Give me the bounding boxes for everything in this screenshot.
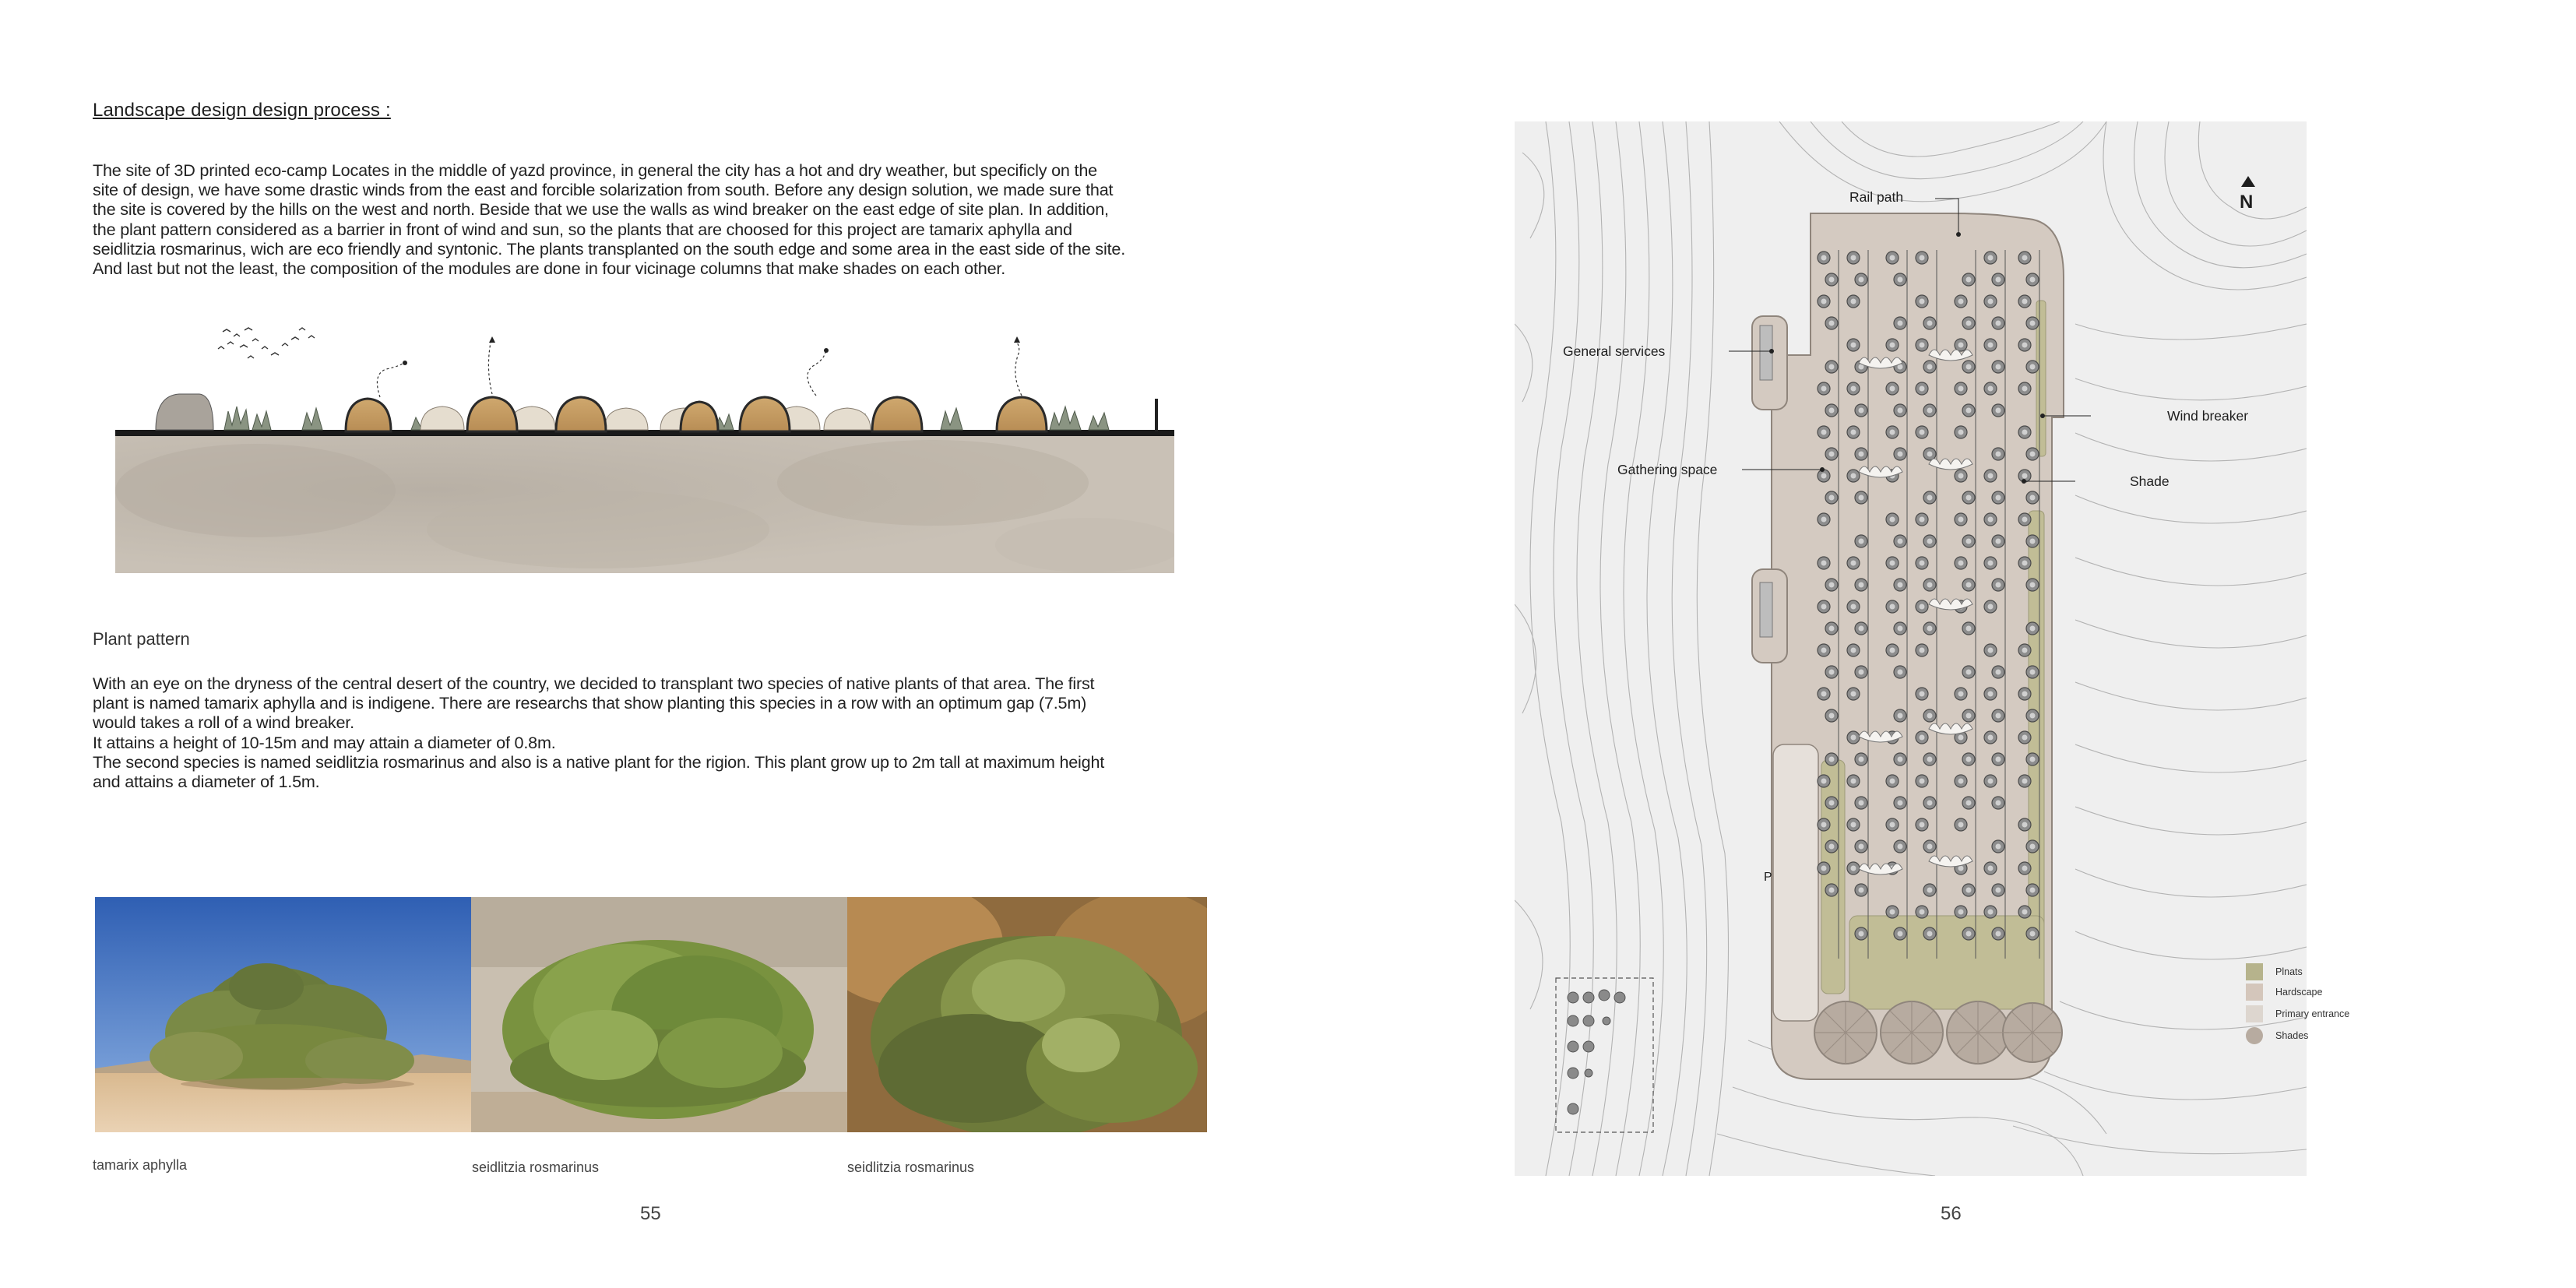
module-core [2022,299,2028,304]
module-core [1988,299,1994,304]
module-core [1851,866,1856,871]
intro-line: the plant pattern considered as a barrier in front of wind and sun, so the plants that are choosed for this project are tamarix aphylla and [93,219,1072,239]
module-core [2030,582,2036,588]
module-core [1996,452,2001,457]
module-core [1958,386,1964,392]
caption-tamarix: tamarix aphylla [93,1157,188,1173]
module-core [1851,604,1856,610]
module-core [1829,626,1835,632]
module-core [1920,299,1925,304]
module-core [1829,801,1835,806]
module-core [1988,604,1994,610]
module-core [1996,408,2001,413]
module-core [1966,626,1972,632]
module-core [1851,561,1856,566]
module-core [1927,582,1933,588]
module-core [1821,299,1827,304]
module-core [2022,866,2028,871]
module-core [2022,692,2028,697]
module-core [2030,321,2036,326]
module-core [2030,495,2036,501]
module-core [1996,364,2001,370]
module-core [1927,931,1933,937]
module-core [1966,408,1972,413]
module-core [1851,692,1856,697]
module-core [1927,408,1933,413]
module-core [1927,321,1933,326]
module-core [1821,430,1827,435]
site-plan [1515,121,2307,1176]
legend-shades [2246,1027,2308,1044]
module-core [1958,299,1964,304]
module-core [2030,364,2036,370]
module-core [2030,452,2036,457]
label-general-services: General services [1563,343,1666,359]
module-core [1996,931,2001,937]
module-core [1988,735,1994,741]
module-core [1898,801,1903,806]
module-core [2022,910,2028,915]
module-core [1958,430,1964,435]
module-core [1920,430,1925,435]
module-core [1920,692,1925,697]
module-core [1851,255,1856,261]
module-core [1966,321,1972,326]
module-core [1859,888,1864,893]
module-core [1927,364,1933,370]
label-parking: P [1764,871,1772,884]
plant-paragraph [93,674,1104,791]
module-core [1988,517,1994,523]
module-core [1958,910,1964,915]
module-core [1898,408,1903,413]
module-core [1851,473,1856,479]
plant-line: It attains a height of 10-15m and may attain a diameter of 0.8m. [93,732,556,752]
module-core [1958,822,1964,828]
module-core [1988,343,1994,348]
module-core [1829,713,1835,719]
module-core [2022,517,2028,523]
legend-swatch [2246,984,2263,1001]
module-core [1988,386,1994,392]
module-core [1920,910,1925,915]
module-core [1829,757,1835,762]
module-core [1958,343,1964,348]
module-core [1821,561,1827,566]
module-core [1920,343,1925,348]
module-core [1859,408,1864,413]
module-core [1927,495,1933,501]
module-core [1920,779,1925,784]
module-core [1829,452,1835,457]
module-core [1958,473,1964,479]
module-core [1898,670,1903,675]
module-core [1898,757,1903,762]
module-core [1829,844,1835,850]
module-core [1859,277,1864,283]
module-core [1966,931,1972,937]
module-core [1988,473,1994,479]
module-core [1927,452,1933,457]
module-core [2030,931,2036,937]
site-plan-drawing [1515,121,2307,1176]
legend-plants [2246,963,2303,980]
module-key [1568,990,1625,1114]
module-core [2022,735,2028,741]
module-core [1821,779,1827,784]
module-core [1988,255,1994,261]
module-core [1859,844,1864,850]
birds [218,328,315,358]
module-core [1920,517,1925,523]
module-core [1920,386,1925,392]
module-core [1829,888,1835,893]
module-core [2022,255,2028,261]
module-core [2030,626,2036,632]
module-core [2022,779,2028,784]
module-core [1958,866,1964,871]
module-core [1920,255,1925,261]
plant-pattern-heading: Plant pattern [93,629,190,649]
module-core [1890,604,1895,610]
module-core [2030,713,2036,719]
site-section-illustration [115,311,1174,576]
module-core [1988,692,1994,697]
module-core [1890,255,1895,261]
module-core [1890,910,1895,915]
module-core [1927,888,1933,893]
module-core [1898,539,1903,544]
module-core [1890,822,1895,828]
rock [156,394,213,430]
legend-label: Primary entrance [2275,1008,2350,1019]
module-core [1966,801,1972,806]
module-core [2022,561,2028,566]
module-core [2030,757,2036,762]
module-core [1829,670,1835,675]
module-core [1851,386,1856,392]
module-core [1996,582,2001,588]
module-core [1829,277,1835,283]
module-core [1898,277,1903,283]
module-core [1890,779,1895,784]
legend-label: Plnats [2275,966,2303,977]
module-core [1821,473,1827,479]
module-core [1966,582,1972,588]
module-core [1829,321,1835,326]
module-core [1958,735,1964,741]
module-core [1988,648,1994,653]
seidlitzia-photo-2 [847,897,1207,1132]
module-core [1927,539,1933,544]
module-core [1958,692,1964,697]
module-core [1927,801,1933,806]
intro-line: The site of 3D printed eco-camp Locates in the middle of yazd province, in general the city has a hot and dry weather, but specificly on the [93,160,1097,180]
module-core [1898,582,1903,588]
module-core [1859,452,1864,457]
module-core [1821,386,1827,392]
legend-label: Shades [2275,1030,2309,1041]
module-core [1859,757,1864,762]
north-label: N [2240,192,2254,213]
module-core [2030,670,2036,675]
intro-line: the site is covered by the hills on the west and north. Beside that we use the walls as wind breaker on the east edge of site plan. In addition, [93,199,1109,220]
module-core [2022,343,2028,348]
module-core [1898,713,1903,719]
module-core [1988,561,1994,566]
module-core [1851,779,1856,784]
intro-paragraph [93,160,1125,278]
module-core [1966,495,1972,501]
module-core [1851,735,1856,741]
page-number-left: 55 [640,1203,661,1224]
module-core [1890,648,1895,653]
module-core [1996,539,2001,544]
module-core [1898,452,1903,457]
module-core [1821,648,1827,653]
label-wind-breaker: Wind breaker [2167,408,2249,424]
module-core [1996,757,2001,762]
module-core [1966,757,1972,762]
module-core [1821,692,1827,697]
module-core [2022,473,2028,479]
label-gathering-space: Gathering space [1617,462,1718,477]
module-core [1890,343,1895,348]
module-core [1829,582,1835,588]
module-core [2022,386,2028,392]
module-core [1927,757,1933,762]
intro-line: site of design, we have some drastic winds from the east and forcible solarization from south. Before any design solution, we made sure that [93,180,1114,200]
module-core [1859,495,1864,501]
module-core [1890,430,1895,435]
module-core [1821,604,1827,610]
module-core [2030,844,2036,850]
intro-line: And last but not the least, the composition of the modules are done in four vicinage columns that make shades on each other. [93,259,1005,279]
module-core [1966,277,1972,283]
module-core [1920,561,1925,566]
module-core [2030,888,2036,893]
legend-swatch [2246,1005,2263,1022]
module-core [2022,430,2028,435]
module-core [1920,822,1925,828]
plant-line: plant is named tamarix aphylla and is indigene. There are researchs that show planting this species in a row with an optimum gap (7.5m) [93,693,1087,713]
page-heading: Landscape design design process : [93,100,391,121]
module-core [1966,888,1972,893]
module-core [1927,626,1933,632]
wind-arrows [377,343,1022,397]
module-core [1898,321,1903,326]
module-core [1829,495,1835,501]
module-core [1851,343,1856,348]
module-core [1821,866,1827,871]
module-core [1859,931,1864,937]
module-core [1821,822,1827,828]
module-core [1859,539,1864,544]
label-shade: Shade [2130,473,2170,489]
legend-hardscape [2246,984,2322,1001]
module-core [1966,539,1972,544]
module-core [1890,517,1895,523]
module-core [1898,844,1903,850]
caption-seidlitzia-2: seidlitzia rosmarinus [847,1160,975,1175]
module-core [1898,626,1903,632]
module-core [1851,822,1856,828]
legend-primary-entrance [2246,1005,2349,1022]
module-core [1988,866,1994,871]
plant-line: With an eye on the dryness of the central desert of the country, we decided to transplant two species of native plants of that area. The first [93,674,1095,693]
module-core [1829,408,1835,413]
module-core [1890,561,1895,566]
module-core [1851,299,1856,304]
module-core [1988,779,1994,784]
module-core [2030,539,2036,544]
legend-swatch [2246,1027,2263,1044]
legend-label: Hardscape [2275,987,2323,998]
module-core [1898,931,1903,937]
module-core [1920,604,1925,610]
module-core [1958,561,1964,566]
module-core [1996,321,2001,326]
legend-swatch [2246,963,2263,980]
module-core [1821,255,1827,261]
module-core [1996,277,2001,283]
wall-post [1155,399,1158,431]
parking-area [1773,744,1818,1021]
module-core [1829,364,1835,370]
module-core [1859,626,1864,632]
plant-line: The second species is named seidlitzia rosmarinus and also is a native plant for the rigion. This plant grow up to 2m tall at maximum height [93,751,1105,772]
module-core [1927,713,1933,719]
module-core [2022,822,2028,828]
module-core [1859,582,1864,588]
module-core [1958,517,1964,523]
intro-line: seidlitzia rosmarinus, wich are eco friendly and syntonic. The plants transplanted on the south edge and some area in the east side of the site. [93,238,1125,259]
module-core [1851,430,1856,435]
tamarix-photo [95,897,471,1132]
plant-line: would takes a roll of a wind breaker. [93,713,354,733]
module-core [1927,844,1933,850]
seidlitzia-photo-1 [471,897,847,1132]
module-core [1966,670,1972,675]
module-core [1966,713,1972,719]
plant-line: and attains a diameter of 1.5m. [93,772,320,792]
module-core [1988,910,1994,915]
module-core [1890,386,1895,392]
module-core [1996,844,2001,850]
module-core [1859,670,1864,675]
module-core [1996,495,2001,501]
module-core [2022,648,2028,653]
module-core [1996,670,2001,675]
module-core [1920,648,1925,653]
north-arrow-icon [2241,176,2255,187]
module-core [1996,713,2001,719]
module-core [1966,364,1972,370]
module-core [1821,517,1827,523]
module-core [1920,735,1925,741]
module-core [1958,779,1964,784]
module-core [1859,801,1864,806]
module-core [1851,648,1856,653]
module-core [2030,277,2036,283]
caption-seidlitzia-1: seidlitzia rosmarinus [472,1160,600,1175]
module-core [1996,801,2001,806]
module-core [1996,888,2001,893]
page-number-right: 56 [1941,1203,1962,1224]
label-rail-path: Rail path [1849,189,1904,205]
